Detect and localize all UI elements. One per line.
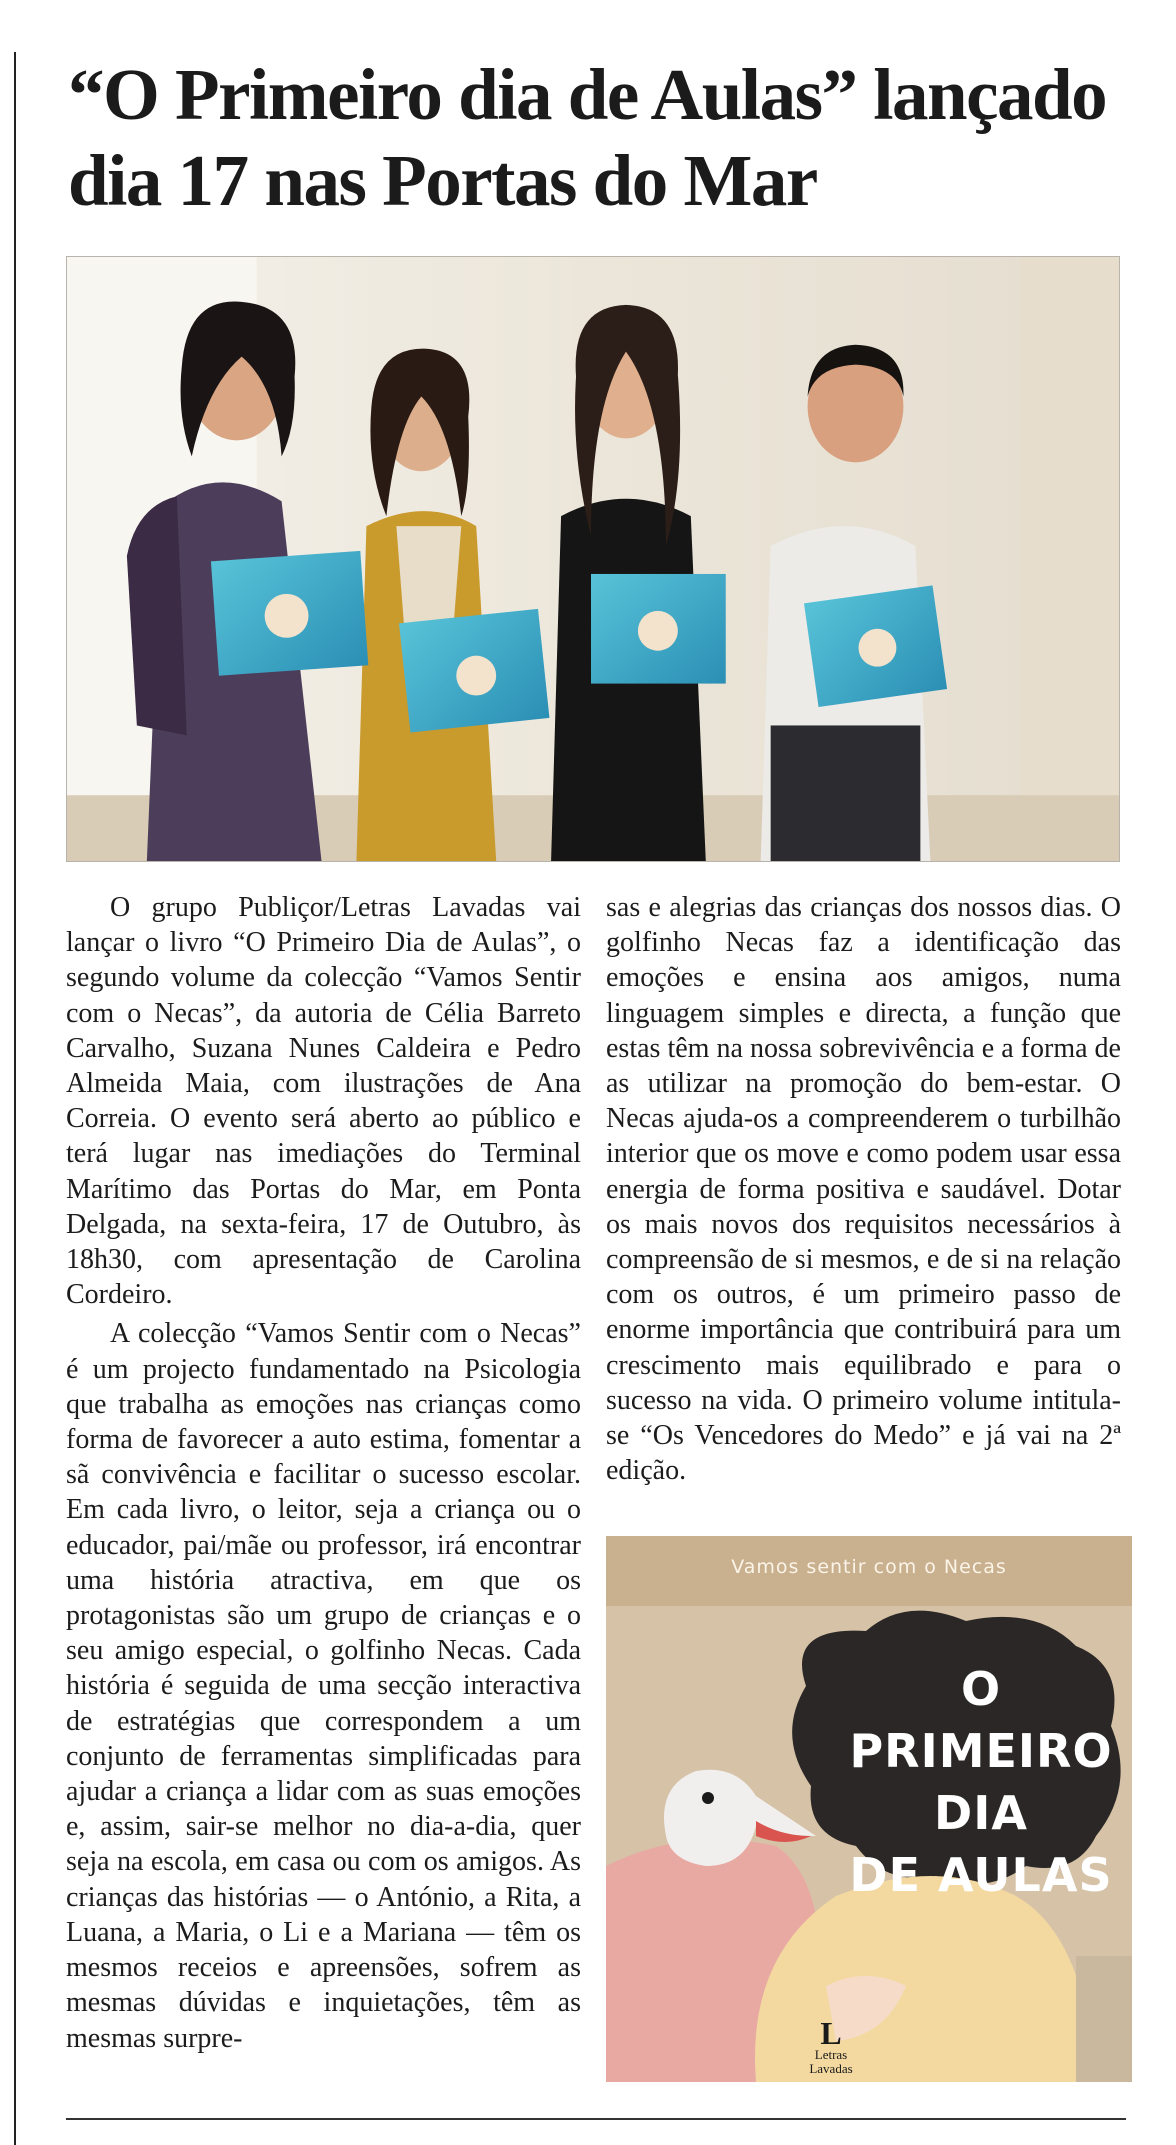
book-title	[836, 1658, 1126, 1906]
book-held-4	[804, 585, 947, 707]
left-column-rule	[14, 52, 16, 2145]
event-photo-illustration	[67, 257, 1119, 861]
book-held-1	[211, 551, 368, 676]
article-headline: “O Primeiro dia de Aulas” lançado dia 17 nas Portas do Mar	[68, 54, 1107, 221]
article-column-left	[66, 890, 581, 2060]
publisher-logo-name-2: Lavadas	[809, 2061, 853, 2076]
article-paragraph-2: A colecção “Vamos Sentir com o Necas” é um projecto fundamentado na Psicologia que trabalha as emoções nas crianças como forma de favorecer a auto estima, fomentar a sã convivência e facilitar o sucesso escolar. Em cada livro, o leitor, seja a criança ou o educador, pai/mãe ou professor, irá encontrar uma história atractiva, em que os protagonistas são um grupo de crianças e o seu amigo especial, o golfinho Necas. Cada história é seguida de uma secção interactiva de estratégias que correspondem a um conjunto de ferramentas simplificadas para ajudar a criança a lidar com as suas emoções e, assim, sair-se melhor no dia-a-dia, quer seja na escola, em casa ou com os amigos. As crianças das histórias — o António, a Rita, a Luana, a Maria, o Li e a Mariana — têm os mesmos receios e apreensões, sofrem as mesmas dúvidas e inquietações, têm as mesmas surpre-	[66, 1318, 581, 2054]
article-paragraph-1: O grupo Publiçor/Letras Lavadas vai lançar o livro “O Primeiro Dia de Aulas”, o segundo volume da colecção “Vamos Sentir com o Necas”, da autoria de Célia Barreto Carvalho, Suzana Nunes Caldeira e Pedro Almeida Maia, com ilustrações de Ana Correia. O evento será aberto ao público e terá lugar nas imediações do Terminal Marítimo das Portas do Mar, em Ponta Delgada, na sexta-feira, 17 de Outubro, às 18h30, com apresentação de Carolina Cordeiro.	[66, 892, 581, 1311]
event-photo	[66, 256, 1120, 862]
book-cover	[606, 1536, 1132, 2082]
book-title-line-2: DIA	[934, 1786, 1028, 1840]
publisher-logo-initial: L	[820, 2015, 842, 2051]
article-paragraph-3: sas e alegrias das crianças dos nossos dias. O golfinho Necas faz a identificação das emoções e ensina aos amigos, numa linguagem simples e directa, a função que estas têm na nossa sobrevivência e a forma de as utilizar na promoção do bem-estar. O Necas ajuda-os a compreenderem o turbilhão interior que os move e como podem usar essa energia de forma positiva e saudável. Dotar os mais novos dos requisitos necessários à compreensão de si mesmos, e de si na relação com os outros, é um primeiro passo de enorme importância que contribuirá para um crescimento mais equilibrado e para o sucesso na vida. O primeiro volume intitula-se “Os Vencedores do Medo” e já vai na 2ª edição.	[606, 892, 1121, 1487]
book-held-3	[591, 574, 726, 684]
bottom-rule	[66, 2118, 1126, 2120]
book-title-line-3: DE AULAS	[849, 1848, 1113, 1902]
article-column-right	[606, 890, 1121, 1492]
publisher-logo-name-1: Letras	[814, 2047, 848, 2062]
book-held-2	[399, 609, 549, 733]
publisher-logo	[786, 2015, 876, 2076]
book-title-line-1: O PRIMEIRO	[849, 1662, 1113, 1778]
book-series-name: Vamos sentir com o Necas	[731, 1556, 1007, 1578]
